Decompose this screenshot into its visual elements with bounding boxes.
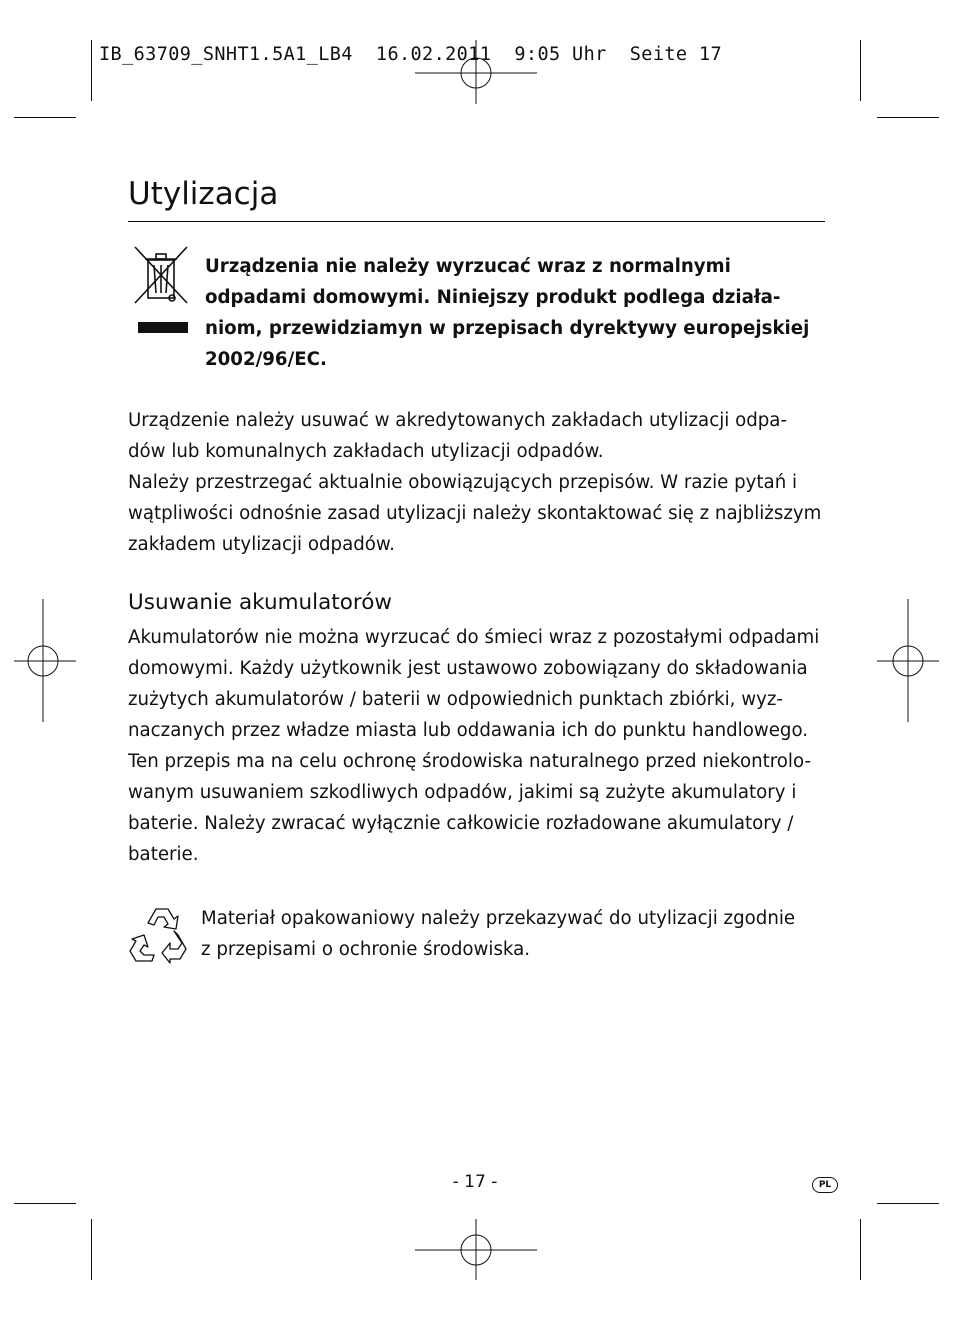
paragraph-line: Urządzenie należy usuwać w akredytowanych zakładach utylizacji odpa- <box>128 410 788 431</box>
paragraph-line: Ten przepis ma na celu ochronę środowiska naturalnego przed niekontrolo- <box>128 751 812 772</box>
crossed-out-wheelie-bin-icon <box>134 245 188 335</box>
paragraph-line: Akumulatorów nie można wyrzucać do śmieci wraz z pozostałymi odpadami <box>128 627 820 648</box>
page-title: Utylizacja <box>128 176 279 212</box>
notice-line: 2002/96/EC. <box>205 349 327 370</box>
paragraph-line: naczanych przez władze miasta lub oddawania ich do punktu handlowego. <box>128 720 809 741</box>
paragraph-line: z przepisami o ochronie środowiska. <box>201 939 531 960</box>
paragraph-line: dów lub komunalnych zakładach utylizacji odpadów. <box>128 441 604 462</box>
title-underline <box>128 221 825 222</box>
paragraph-line: wanym usuwaniem szkodliwych odpadów, jakimi są zużyte akumulatory i <box>128 782 797 803</box>
notice-line: odpadami domowymi. Niniejszy produkt podlega działa- <box>205 287 781 308</box>
paragraph-line: Należy przestrzegać aktualnie obowiązujących przepisów. W razie pytań i <box>128 472 798 493</box>
paragraph-line: zakładem utylizacji odpadów. <box>128 534 395 555</box>
recycling-arrows-icon <box>128 905 192 965</box>
paragraph-line: zużytych akumulatorów / baterii w odpowiednich punktach zbiórki, wyz- <box>128 689 783 710</box>
page-number: - 17 - <box>452 1172 498 1192</box>
notice-line: niom, przewidziamyn w przepisach dyrektywy europejskiej <box>205 318 810 339</box>
section-heading-battery: Usuwanie akumulatorów <box>128 590 392 615</box>
paragraph-line: Materiał opakowaniowy należy przekazywać do utylizacji zgodnie <box>201 908 796 929</box>
notice-line: Urządzenia nie należy wyrzucać wraz z normalnymi <box>205 256 731 277</box>
battery-paragraph <box>128 622 828 870</box>
paragraph-line: domowymi. Każdy użytkownik jest ustawowo zobowiązany do składowania <box>128 658 808 679</box>
print-slug-header: IB_63709_SNHT1.5A1_LB4 16.02.2011 9:05 Uhr Seite 17 <box>99 44 723 65</box>
packaging-paragraph <box>201 903 821 965</box>
paragraph-line: baterie. Należy zwracać wyłącznie całkowicie rozładowane akumulatory / <box>128 813 794 834</box>
disposal-paragraph <box>128 405 828 560</box>
paragraph-line: baterie. <box>128 844 199 865</box>
paragraph-line: wątpliwości odnośnie zasad utylizacji należy skontaktować się z najbliższym <box>128 503 822 524</box>
weee-notice <box>205 251 825 375</box>
language-badge: PL <box>812 1177 838 1193</box>
